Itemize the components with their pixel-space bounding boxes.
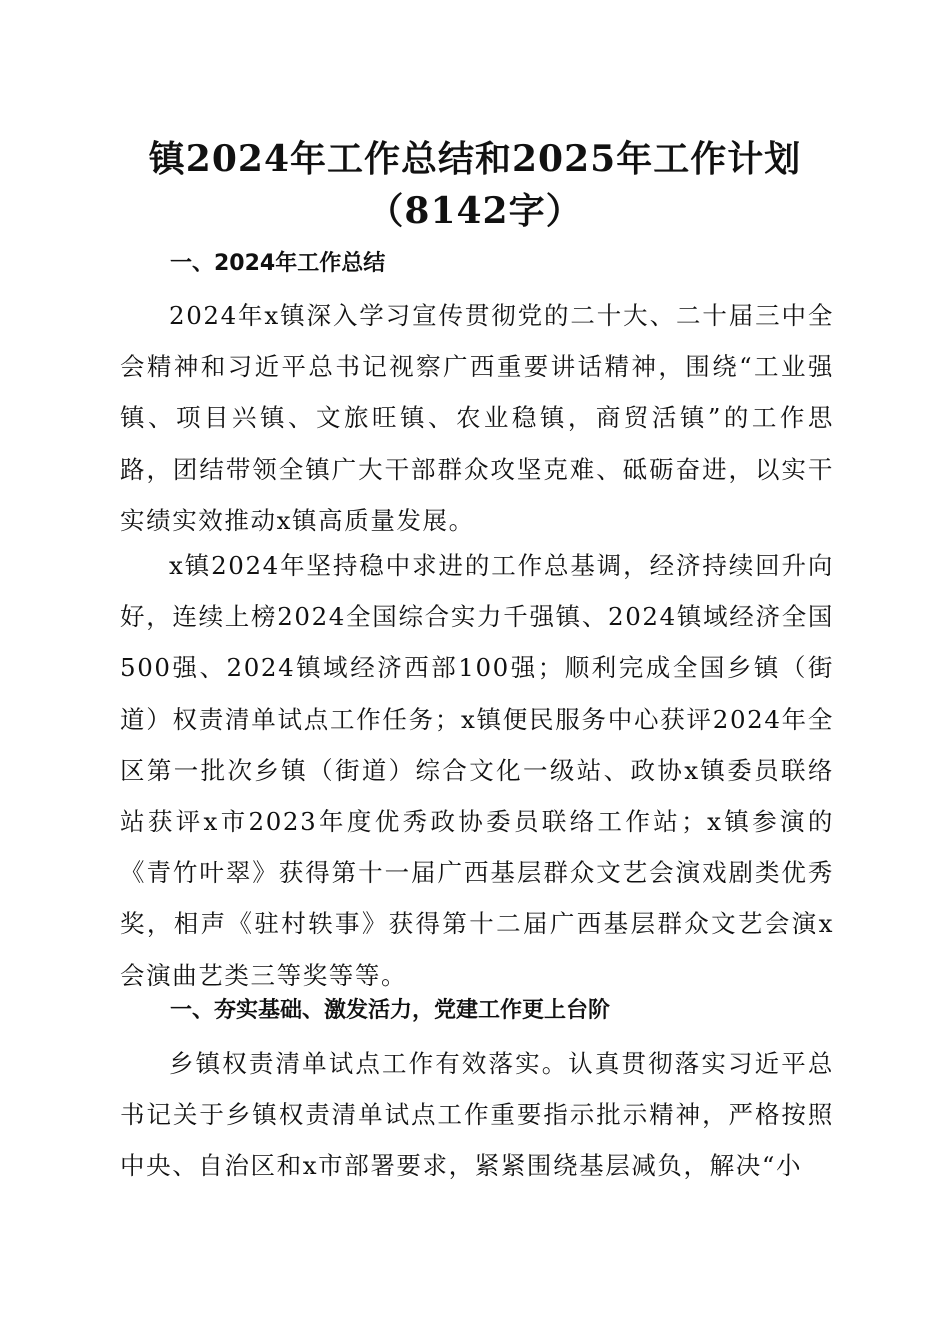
paragraph-3: 乡镇权责清单试点工作有效落实。认真贯彻落实习近平总书记关于乡镇权责清单试点工作重要指示批示精神，严格按照中央、自治区和x市部署要求，紧紧围绕基层减负，解决“小 xyxy=(120,1049,834,1181)
paragraph-1: 2024年x镇深入学习宣传贯彻党的二十大、二十届三中全会精神和习近平总书记视察广西重要讲话精神，围绕“工业强镇、项目兴镇、文旅旺镇、农业稳镇，商贸活镇”的工作思路，团结带领全镇广大干部群众攻坚克难、砥砺奋进，以实干实绩实效推动x镇高质量发展。 xyxy=(120,301,834,535)
paragraph-2: x镇2024年坚持稳中求进的工作总基调，经济持续回升向好，连续上榜2024全国综合实力千强镇、2024镇域经济全国500强、2024镇域经济西部100强；顺利完成全国乡镇（街道）权责清单试点工作任务；x镇便民服务中心获评2024年全区第一批次乡镇（街道）综合文化一级站、政协x镇委员联络站获评x市2023年度优秀政协委员联络工作站；x镇参演的《青竹叶翠》获得第十一届广西基层群众文艺会演戏剧类优秀奖，相声《驻村轶事》获得第十二届广西基层群众文艺会演x会演曲艺类三等奖等等。 xyxy=(120,551,834,990)
section-heading: 一、2024年工作总结 xyxy=(170,251,386,276)
subheading-1: 一、夯实基础、激发活力，党建工作更上台阶 xyxy=(170,998,611,1023)
document-title: 镇2024年工作总结和2025年工作计划（8142字） xyxy=(148,138,802,232)
